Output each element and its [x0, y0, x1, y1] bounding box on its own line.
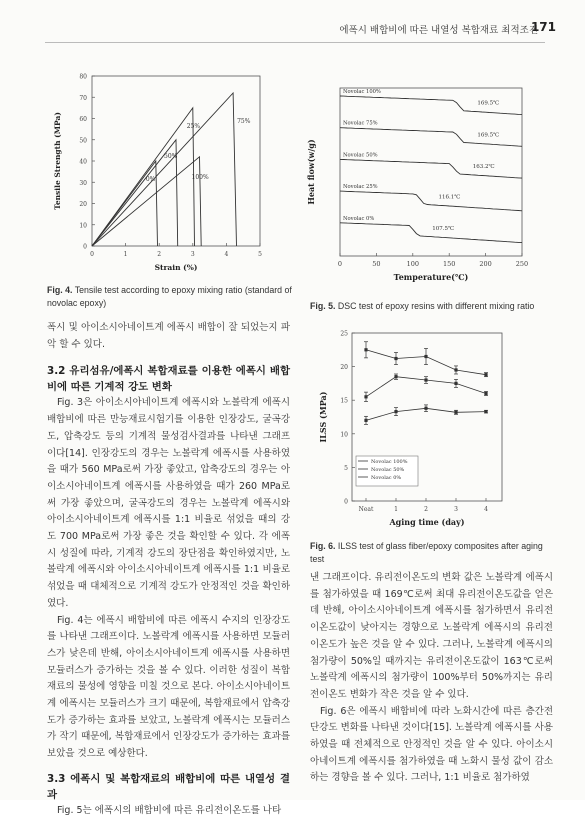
fig5-svg	[298, 80, 548, 290]
paragraph-intro: 폭시 및 아이소시아네이트계 에폭시 배합이 잘 되었는지 파악 할 수 있다.	[47, 322, 290, 350]
fig6-data-point	[394, 410, 397, 413]
fig5-y-axis-label: Heat flow(w/g)	[306, 139, 316, 205]
fig6-data-point	[424, 378, 427, 381]
fig5-chart	[298, 80, 548, 290]
fig4-caption-label: Fig. 4.	[47, 285, 73, 295]
page-number: 171	[530, 20, 556, 34]
fig6-x-tick-label: 3	[454, 506, 458, 513]
paragraph-fig5-intro: Fig. 5는 에폭시의 배합비에 따른 유리전이온도를 나타	[57, 804, 282, 816]
fig6-data-point	[454, 411, 457, 414]
fig4-y-tick-label: 40	[79, 158, 87, 166]
fig5-series-curve	[340, 191, 522, 211]
fig5-series-label: Novolac 75%	[343, 120, 378, 127]
fig6-data-point	[364, 348, 367, 351]
fig6-x-tick-label: Neat	[358, 506, 374, 513]
fig6-x-tick-label: 1	[394, 506, 398, 513]
fig6-data-point	[394, 357, 397, 360]
fig5-caption-label: Fig. 5.	[310, 301, 336, 311]
fig6-data-point	[454, 368, 457, 371]
fig6-data-point	[424, 407, 427, 410]
left-column	[47, 320, 290, 820]
paragraph-tg-results: 낸 그래프이다. 유리전이온도의 변화 값은 노볼락계 에폭시를 첨가하였을 때 169℃로써 최대 유리전이온도값을 얻은데 반해, 아이소시아네이트계 에폭시를 첨가하면서 유리전이온도값이 낮아지는 경향으로 노볼락계 에폭시의 유리전이온도가 높은 것을 알 수 있다. 그러나, 노볼락계 에폭시의 첨가량이 50%일 때까지는 유리전이온도값이 163℃로써 노볼락계 에폭시의 첨가량이 100%부터 50%까지는 유리전이온도 변화가 작은 것을 알 수 있다.	[310, 572, 553, 700]
fig5-series-label: Novolac 100%	[343, 89, 381, 95]
fig4-y-tick-label: 50	[79, 137, 87, 145]
fig5-tg-label: 169.5℃	[477, 100, 500, 107]
fig4-chart	[40, 68, 280, 280]
fig6-data-point	[364, 395, 367, 398]
fig4-x-axis-label: Strain (%)	[154, 263, 198, 272]
fig4-x-tick-label: 3	[190, 251, 195, 258]
fig6-y-tick-label: 5	[344, 464, 348, 472]
fig4-series-label: 0%	[145, 176, 156, 183]
fig6-y-tick-label: 10	[340, 431, 348, 439]
fig5-tg-label: 116.1℃	[438, 194, 461, 201]
fig6-caption-text: ILSS test of glass fiber/epoxy composites after aging test	[310, 541, 543, 564]
fig6-y-tick-label: 0	[344, 498, 348, 506]
fig6-data-point	[394, 375, 397, 378]
section-3-2-title: 3.2 유리섬유/에폭시 복합재료를 이용한 에폭시 배합비에 따른 기계적 강도 변화	[47, 365, 290, 394]
fig6-legend-label: Novolac 50%	[371, 467, 405, 473]
fig4-series-label: 25%	[186, 122, 201, 130]
fig4-series-label: 75%	[237, 118, 251, 125]
fig4-y-tick-label: 60	[79, 116, 87, 123]
fig6-caption	[310, 540, 550, 565]
fig6-caption-label: Fig. 6.	[310, 541, 336, 551]
fig5-x-tick-label: 150	[442, 260, 456, 268]
fig5-series-label: Novolac 25%	[343, 184, 378, 191]
fig6-y-tick-label: 20	[340, 364, 348, 372]
fig6-data-point	[484, 392, 487, 395]
fig6-data-point	[364, 419, 367, 422]
fig6-svg	[312, 325, 512, 533]
fig4-y-tick-label: 70	[79, 94, 87, 102]
fig5-x-axis-label: Temperature(℃)	[393, 272, 469, 282]
fig5-caption	[310, 300, 550, 313]
fig4-series-label: 100%	[191, 173, 209, 181]
right-column	[310, 570, 553, 787]
fig4-y-tick-label: 80	[79, 73, 87, 81]
paragraph-fig6: Fig. 6은 에폭시 배합비에 따라 노화시간에 따른 층간전단강도 변화를 나타낸 것이다[15]. 노볼락계 에폭시를 사용하였을 때 전체적으로 안정적인 것을 알 수 있다. 아이소시아네이트계 에폭시를 첨가하였을 때 노화시 물성 값이 감소하는 경향을 볼 수 있다. 그러나, 1:1 비율로 첨가하였	[310, 705, 553, 784]
fig6-y-axis-label: ILSS (MPa)	[318, 391, 328, 443]
fig4-y-axis-label: Tensile Strength (MPa)	[53, 112, 62, 210]
fig6-data-point	[454, 382, 457, 385]
fig4-x-tick-label: 5	[258, 251, 262, 258]
fig5-x-tick-label: 200	[479, 260, 492, 268]
fig5-x-tick-label: 100	[406, 260, 420, 268]
fig4-y-tick-label: 0	[83, 243, 87, 251]
fig4-x-tick-label: 1	[123, 251, 128, 258]
fig4-caption-text: Tensile test according to epoxy mixing ratio (standard of novolac epoxy)	[47, 285, 292, 308]
fig6-chart	[312, 325, 512, 533]
fig4-series-line	[92, 108, 195, 246]
fig6-legend-label: Novolac 100%	[371, 459, 408, 465]
fig4-y-tick-label: 20	[79, 201, 87, 208]
section-3-3-title: 3.3 에폭시 및 복합재료의 배합비에 따른 내열성 결과	[47, 772, 290, 801]
fig5-series-label: Novolac 0%	[343, 215, 375, 222]
fig5-tg-label: 169.5℃	[477, 132, 500, 139]
fig4-y-tick-label: 10	[79, 222, 87, 230]
fig4-x-tick-label: 0	[90, 251, 94, 258]
fig5-x-tick-label: 0	[337, 260, 343, 268]
fig4-x-tick-label: 4	[224, 251, 229, 258]
fig6-x-tick-label: 2	[424, 506, 428, 513]
fig6-data-point	[484, 373, 487, 376]
header-rule	[45, 42, 545, 43]
paragraph-fig3: Fig. 3은 아이소시아네이트계 에폭시와 노볼락계 에폭시 배합비에 따른 만능재료시험기를 이용한 인장강도, 굴곡강도, 압축강도 등의 기계적 물성검사결과를 나타낸 그래프 이다[14]. 인장강도의 경우는 노볼락계 에폭시를 사용하였을 때가 560 MPa로써 가장 좋았고, 압축강도의 경우는 아이소시아네이트계 에폭시를 사용하였을 때가 260 MPa로써 가장 좋았으며, 굴곡강도의 경우는 노볼락계 에폭시와 아이소시아네이트계 에폭시를 1:1 비율로 섞었을 때의 강도 700 MPa로써 가장 좋은 것을 확인할 수 있다. 각 에폭시 성질에 따라, 기계적 강도의 장단점을 확인하였지만, 노볼락계 에폭시와 아이소시아네이트계 에폭시를 1:1 비율로 섞었을 때 대체적으로 기계적 강도가 안정적인 것을 확인하였다.	[47, 397, 290, 609]
fig4-y-tick-label: 30	[79, 179, 87, 187]
fig6-y-tick-label: 15	[340, 397, 348, 405]
fig6-x-axis-label: Aging time (day)	[389, 517, 465, 527]
fig4-caption	[47, 284, 292, 309]
fig4-svg	[40, 68, 280, 280]
fig4-series-label: 50%	[164, 152, 178, 160]
fig4-x-tick-label: 2	[157, 251, 162, 258]
fig5-series-curve	[340, 223, 522, 243]
fig6-legend-label: Novolac 0%	[371, 475, 402, 481]
fig6-data-point	[424, 355, 427, 358]
running-header	[200, 20, 556, 36]
fig5-tg-label: 107.5℃	[432, 225, 455, 232]
fig5-caption-text: DSC test of epoxy resins with different mixing ratio	[337, 301, 535, 311]
fig6-data-point	[484, 410, 487, 413]
fig4-series-line	[92, 157, 201, 246]
paragraph-fig4: Fig. 4는 에폭시 배합비에 따른 에폭시 수지의 인장강도를 나타낸 그래프이다. 노볼락계 에폭시를 사용하면 모듈러스가 낮은데 반해, 아이소시아네이트계 에폭시를 사용하면 모듈러스가 증가하는 것을 볼 수 있다. 이러한 성질이 복합재료의 물성에 영향을 미칠 것으로 본다. 아이소시아네이트계 에폭시는 모듈러스가 크기 때문에, 복합재료에서 압축강도가 증가하는 효과를 보았고, 노볼락계 에폭시는 모듈러스가 작기 때문에, 복합재료에서 인장강도가 증가하는 효과를 보았을 것으로 예상한다.	[47, 614, 290, 760]
running-title: 에폭시 배합비에 따른 내열성 복합재료 최적조건	[339, 25, 538, 36]
fig5-x-tick-label: 50	[372, 260, 381, 268]
fig6-x-tick-label: 4	[484, 506, 488, 513]
fig5-x-tick-label: 250	[515, 260, 529, 268]
fig5-tg-label: 163.2℃	[472, 163, 495, 170]
fig5-series-label: Novolac 50%	[343, 152, 378, 159]
fig4-series-line	[92, 93, 237, 246]
fig6-y-tick-label: 25	[340, 330, 348, 338]
